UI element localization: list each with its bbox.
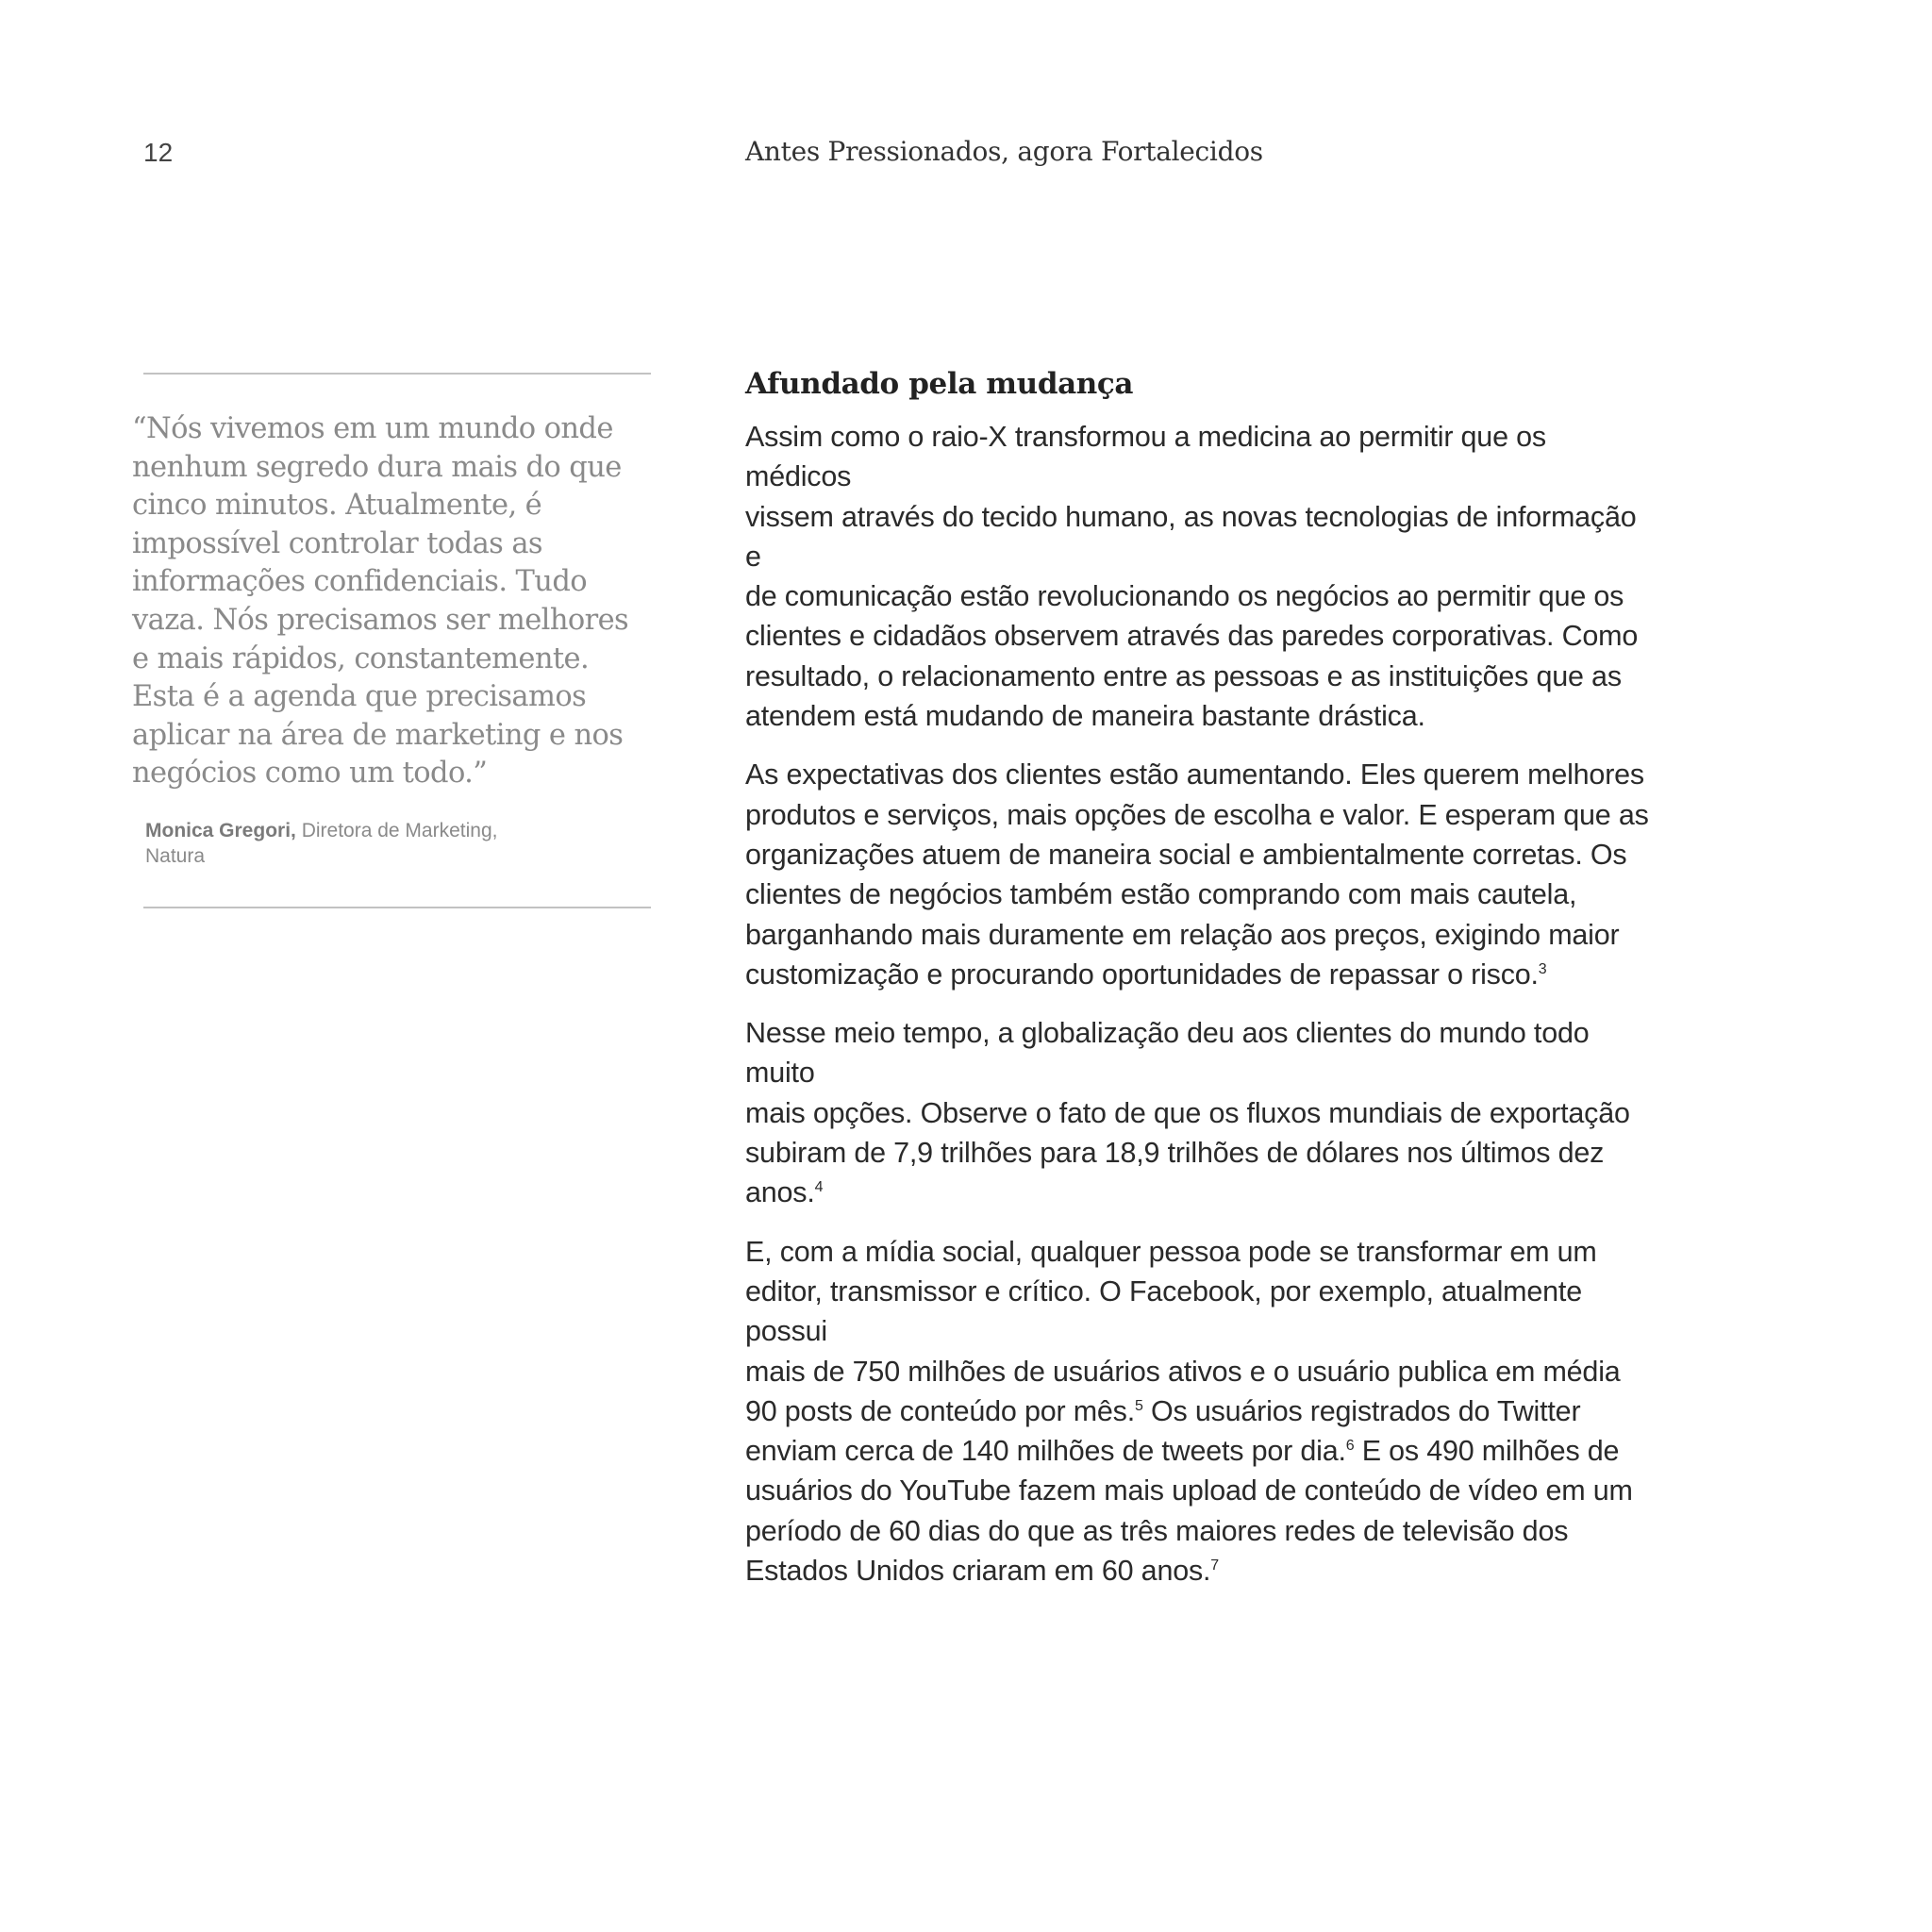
article-body	[745, 360, 1651, 1609]
attribution-org: Natura	[145, 845, 206, 867]
attribution-name: Monica Gregori,	[145, 820, 296, 841]
paragraph-2-text: As expectativas dos clientes estão aumentando. Eles querem melhores produtos e serviços, mais opções de escolha e valor. E esperam que as organizações atuem de maneira social e ambientalmente corretas. Os clientes de negócios também estão comprando com mais cautela, barganhando mais duramente em relação aos preços, exigindo maior customização e procurando oportunidades de repassar o risco.	[745, 758, 1649, 991]
paragraph-2	[745, 755, 1651, 994]
paragraph-4-text-b: Os usuários registrados do Twitter enviam cerca de 140 milhões de tweets por dia.	[745, 1394, 1581, 1468]
section-heading: Afundado pela mudança	[745, 367, 1134, 401]
footnote-ref: 4	[814, 1179, 824, 1196]
paragraph-1: Assim como o raio-X transformou a medicina ao permitir que os médicos vissem através do tecido humano, as novas tecnologias de informação e de comunicação estão revolucionando os negócios ao permitir que os clientes e cidadãos observem através das paredes corporativas. Como resultado, o relacionamento entre as pessoas e as instituições que as atendem está mudando de maneira bastante drástica.	[745, 421, 1639, 733]
pullquote-box	[132, 373, 651, 908]
page-number: 12	[143, 138, 174, 167]
paragraph-4	[745, 1232, 1651, 1591]
paragraph-3	[745, 1013, 1651, 1212]
running-title: Antes Pressionados, agora Fortalecidos	[745, 136, 1263, 167]
footnote-ref: 3	[1538, 960, 1547, 977]
pullquote-text: “Nós vivemos em um mundo onde nenhum segredo dura mais do que cinco minutos. Atualmente, é impossível controlar todas as informações confidenciais. Tudo vaza. Nós precisamos ser melhores e mais rápidos, constantemente. Esta é a agenda que precisamos aplicar na área de marketing e nos negócios como um todo.”	[132, 412, 629, 791]
footnote-ref: 6	[1345, 1437, 1355, 1454]
pullquote-attribution	[145, 818, 551, 869]
paragraph-4-text-a: E, com a mídia social, qualquer pessoa pode se transformar em um editor, transmissor e crítico. O Facebook, por exemplo, atualmente possui mais de 750 milhões de usuários ativos e o usuário publica em média 90 posts de conteúdo por mês.	[745, 1235, 1621, 1427]
footnote-ref: 7	[1210, 1557, 1219, 1574]
paragraph-3-text: Nesse meio tempo, a globalização deu aos clientes do mundo todo muito mais opções. Observe o fato de que os fluxos mundiais de exportação subiram de 7,9 trilhões para 18,9 trilhões de dólares nos últimos dez anos.	[745, 1017, 1630, 1209]
paragraph-4-text-c: E os 490 milhões de usuários do YouTube fazem mais upload de conteúdo de vídeo em um período de 60 dias do que as três maiores redes de televisão dos Estados Unidos criaram em 60 anos.	[745, 1435, 1633, 1588]
attribution-role: Diretora de Marketing,	[301, 820, 498, 841]
footnote-ref: 5	[1135, 1397, 1143, 1414]
